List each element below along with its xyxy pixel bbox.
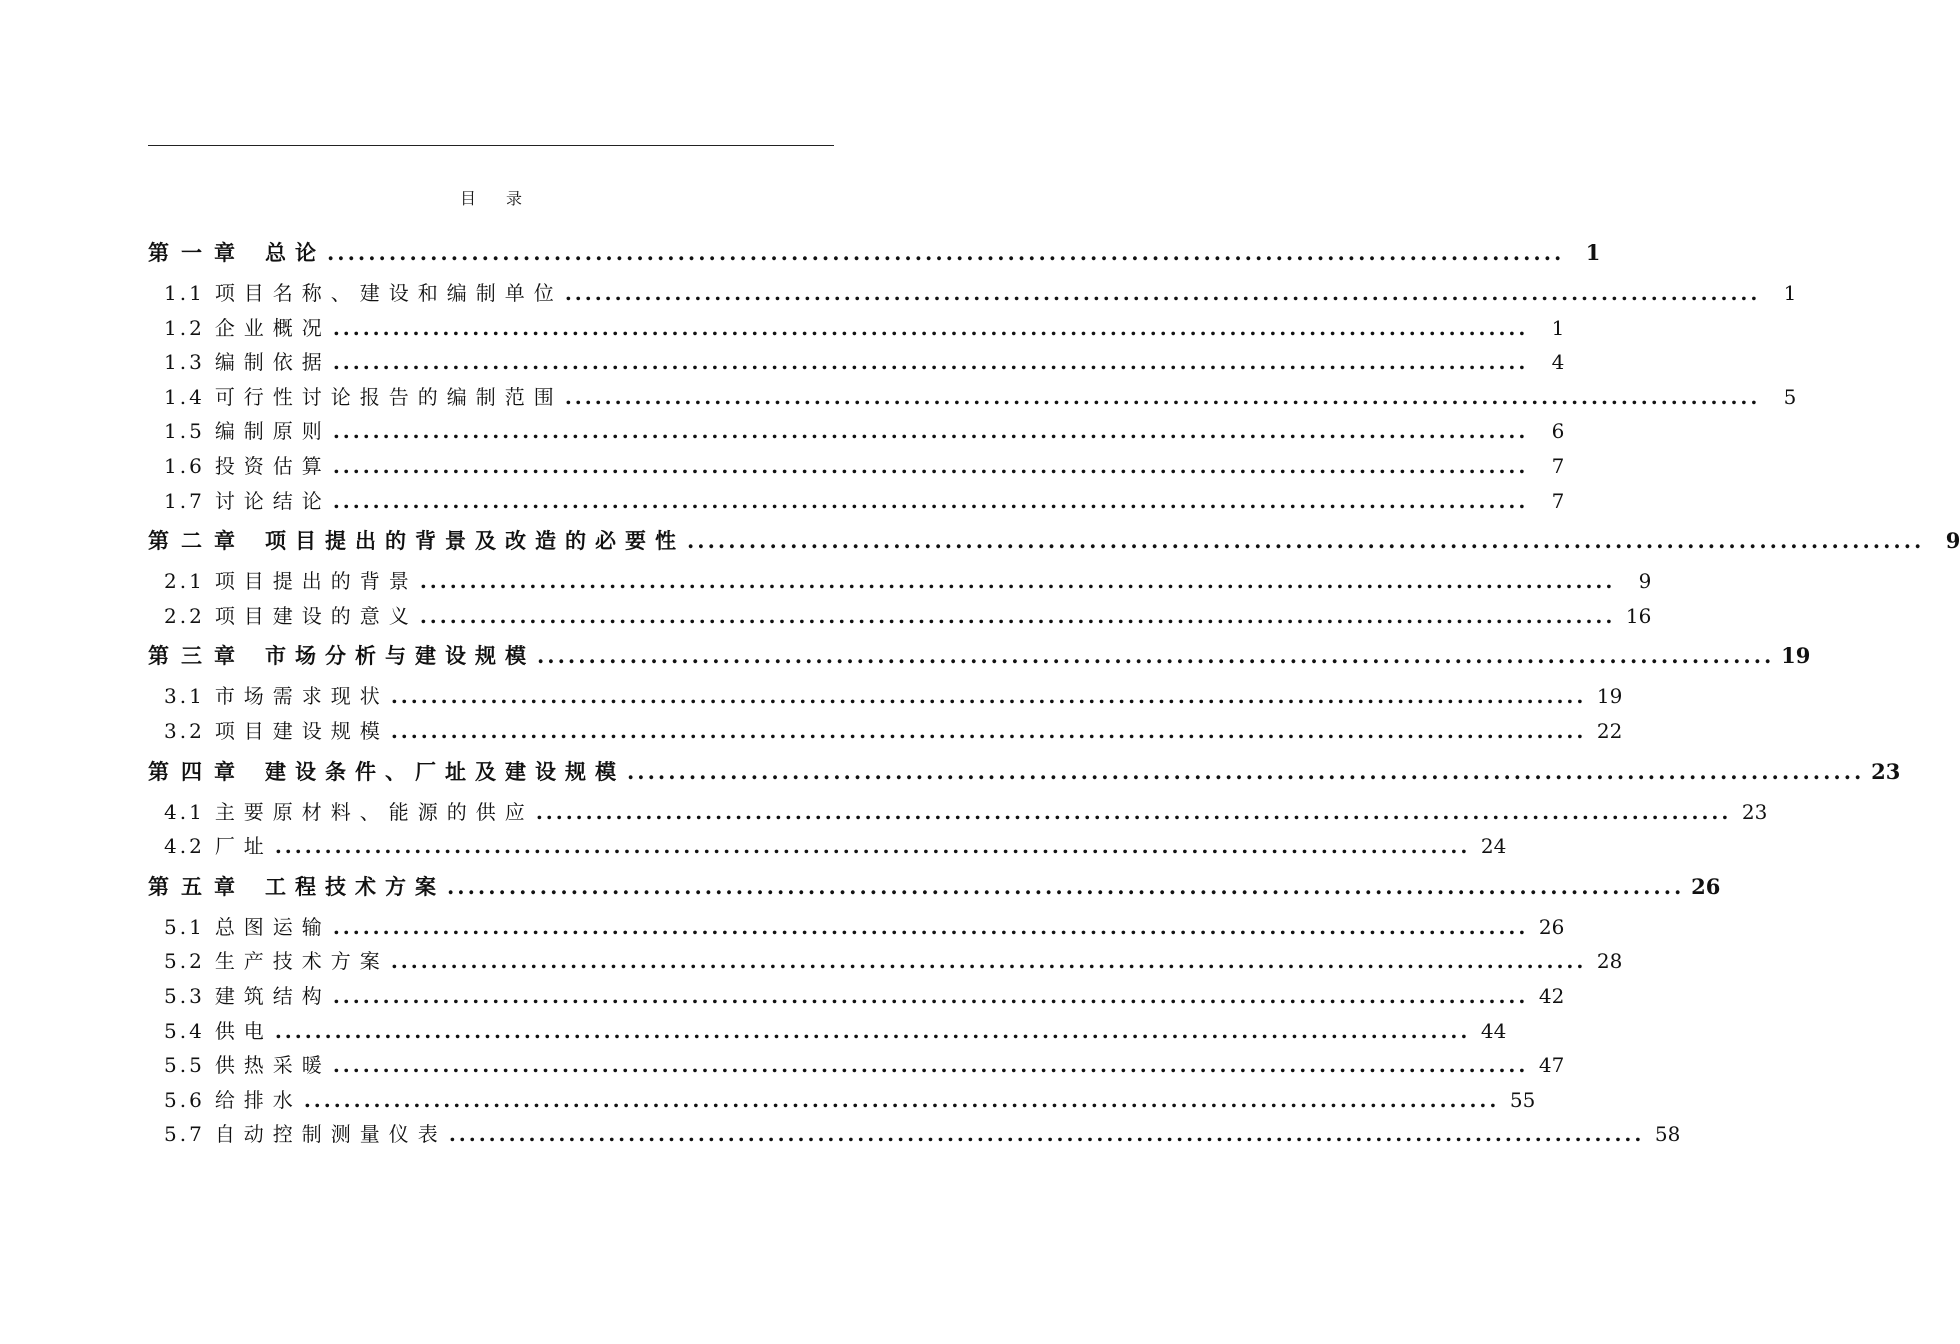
toc-section-entry[interactable]	[148, 345, 1565, 380]
toc-section-entry[interactable]	[148, 795, 1768, 830]
page-number: 22	[1596, 718, 1623, 743]
section-number: 5.1	[164, 914, 205, 939]
toc-section-entry[interactable]	[148, 944, 1623, 979]
toc-section-entry[interactable]	[148, 311, 1565, 346]
toc-title: 目录	[459, 189, 552, 208]
section-number: 5.7	[164, 1122, 205, 1147]
dot-leader: ........................................................................................................................	[564, 281, 1761, 305]
dot-leader: ........................................................................................................................	[448, 1122, 1645, 1147]
page-number: 19	[1596, 684, 1623, 709]
section-number: 4.1	[164, 799, 205, 824]
section-number: 2.2	[164, 603, 205, 628]
page-number: 16	[1625, 603, 1652, 628]
chapter-label: 第五章	[148, 873, 247, 899]
toc-chapter-entry[interactable]	[148, 518, 1960, 564]
entry-title: 项目建设规模	[214, 718, 389, 743]
page-number: 19	[1781, 643, 1811, 669]
dot-leader: ........................................................................................................................	[390, 718, 1587, 743]
toc-section-entry[interactable]	[148, 599, 1652, 634]
dot-leader: ........................................................................................................................	[564, 384, 1761, 409]
entry-title: 市场需求现状	[214, 684, 389, 709]
dot-leader: ........................................................................................................................	[390, 684, 1587, 709]
toc-section-entry[interactable]	[148, 979, 1565, 1014]
section-number: 5.4	[164, 1018, 205, 1043]
toc-section-entry[interactable]	[148, 1014, 1507, 1049]
dot-leader: ........................................................................................................................	[327, 240, 1565, 265]
entry-title: 供电	[214, 1018, 273, 1043]
page-number: 26	[1538, 914, 1565, 939]
toc-section-entry[interactable]	[148, 564, 1652, 599]
entry-title: 供热采暖	[214, 1053, 331, 1078]
entry-title: 编制依据	[214, 350, 331, 375]
entry-title: 项目建设的意义	[214, 603, 418, 628]
page-number: 1	[1551, 315, 1565, 340]
toc-section-entry[interactable]	[148, 380, 1797, 415]
section-number: 3.1	[164, 684, 205, 709]
dot-leader: ........................................................................................................................	[332, 914, 1529, 939]
entry-title: 项目提出的背景及改造的必要性	[265, 528, 685, 554]
section-number: 2.1	[164, 569, 205, 594]
dot-leader: ........................................................................................................................	[419, 569, 1616, 594]
toc-chapter-entry[interactable]	[148, 864, 1721, 910]
toc-section-entry[interactable]	[148, 449, 1565, 484]
table-of-contents	[148, 230, 1960, 1152]
toc-section-entry[interactable]	[148, 414, 1565, 449]
toc-chapter-entry[interactable]	[148, 230, 1601, 276]
dot-leader: ........................................................................................................................	[447, 873, 1685, 899]
entry-title: 市场分析与建设规模	[265, 643, 535, 669]
chapter-label: 第四章	[148, 758, 247, 784]
entry-title: 可行性讨论报告的编制范围	[214, 384, 563, 409]
page-number: 1	[1585, 240, 1601, 265]
toc-chapter-entry[interactable]	[148, 633, 1811, 679]
dot-leader: ........................................................................................................................	[537, 643, 1775, 669]
entry-title: 建设条件、厂址及建设规模	[265, 758, 625, 784]
dot-leader: ........................................................................................................................	[627, 758, 1865, 784]
dot-leader: ........................................................................................................................	[332, 453, 1529, 478]
toc-section-entry[interactable]	[148, 829, 1507, 864]
page-number: 23	[1741, 799, 1768, 824]
page-number: 28	[1596, 949, 1623, 974]
page-number: 9	[1945, 528, 1960, 554]
header-rule	[148, 145, 834, 146]
toc-section-entry[interactable]	[148, 484, 1565, 519]
dot-leader: ........................................................................................................................	[332, 488, 1529, 513]
entry-title: 工程技术方案	[265, 873, 445, 899]
page-number: 55	[1509, 1087, 1536, 1112]
chapter-label: 第二章	[148, 528, 247, 554]
entry-title: 项目名称、建设和编制单位	[214, 281, 563, 305]
page-number: 26	[1691, 873, 1721, 899]
dot-leader: ........................................................................................................................	[303, 1087, 1500, 1112]
dot-leader: ........................................................................................................................	[274, 834, 1471, 859]
entry-title: 给排水	[214, 1087, 302, 1112]
toc-section-entry[interactable]	[148, 1048, 1565, 1083]
page-number: 58	[1654, 1122, 1681, 1147]
dot-leader: ........................................................................................................................	[687, 528, 1925, 554]
section-number: 5.5	[164, 1053, 205, 1078]
entry-title: 厂址	[214, 834, 273, 859]
toc-section-entry[interactable]	[148, 1117, 1681, 1152]
entry-title: 生产技术方案	[214, 949, 389, 974]
section-number: 1.6	[164, 453, 205, 478]
entry-title: 投资估算	[214, 453, 331, 478]
section-number: 5.2	[164, 949, 205, 974]
dot-leader: ........................................................................................................................	[274, 1018, 1471, 1043]
chapter-label: 第一章	[148, 240, 247, 265]
section-number: 3.2	[164, 718, 205, 743]
dot-leader: ........................................................................................................................	[332, 419, 1529, 444]
dot-leader: ........................................................................................................................	[390, 949, 1587, 974]
page-number: 47	[1538, 1053, 1565, 1078]
entry-title: 讨论结论	[214, 488, 331, 513]
entry-title: 建筑结构	[214, 983, 331, 1008]
section-number: 1.7	[164, 488, 205, 513]
toc-section-entry[interactable]	[148, 276, 1797, 311]
chapter-label: 第三章	[148, 643, 247, 669]
page-number: 6	[1551, 419, 1565, 444]
entry-title: 项目提出的背景	[214, 569, 418, 594]
section-number: 5.3	[164, 983, 205, 1008]
page-number: 7	[1551, 453, 1565, 478]
toc-chapter-entry[interactable]	[148, 749, 1901, 795]
section-number: 1.2	[164, 315, 205, 340]
section-number: 1.1	[164, 281, 205, 305]
page-number: 4	[1551, 350, 1565, 375]
page-number: 44	[1480, 1018, 1507, 1043]
page-number: 5	[1783, 384, 1797, 409]
dot-leader: ........................................................................................................................	[419, 603, 1616, 628]
entry-title: 企业概况	[214, 315, 331, 340]
entry-title: 自动控制测量仪表	[214, 1122, 447, 1147]
dot-leader: ........................................................................................................................	[535, 799, 1732, 824]
section-number: 1.3	[164, 350, 205, 375]
section-number: 1.5	[164, 419, 205, 444]
dot-leader: ........................................................................................................................	[332, 1053, 1529, 1078]
toc-section-entry[interactable]	[148, 1083, 1536, 1118]
page-number: 9	[1638, 569, 1652, 594]
toc-section-entry[interactable]	[148, 679, 1623, 714]
page-number: 23	[1871, 758, 1901, 784]
dot-leader: ........................................................................................................................	[332, 983, 1529, 1008]
page-number: 24	[1480, 834, 1507, 859]
entry-title: 主要原材料、能源的供应	[214, 799, 534, 824]
section-number: 5.6	[164, 1087, 205, 1112]
dot-leader: ........................................................................................................................	[332, 350, 1529, 375]
entry-title: 总图运输	[214, 914, 331, 939]
toc-section-entry[interactable]	[148, 714, 1623, 749]
section-number: 1.4	[164, 384, 205, 409]
page-number: 1	[1783, 281, 1797, 305]
entry-title: 总论	[265, 240, 325, 265]
page-number: 7	[1551, 488, 1565, 513]
section-number: 4.2	[164, 834, 205, 859]
dot-leader: ........................................................................................................................	[332, 315, 1529, 340]
toc-section-entry[interactable]	[148, 910, 1565, 945]
page-number: 42	[1538, 983, 1565, 1008]
entry-title: 编制原则	[214, 419, 331, 444]
